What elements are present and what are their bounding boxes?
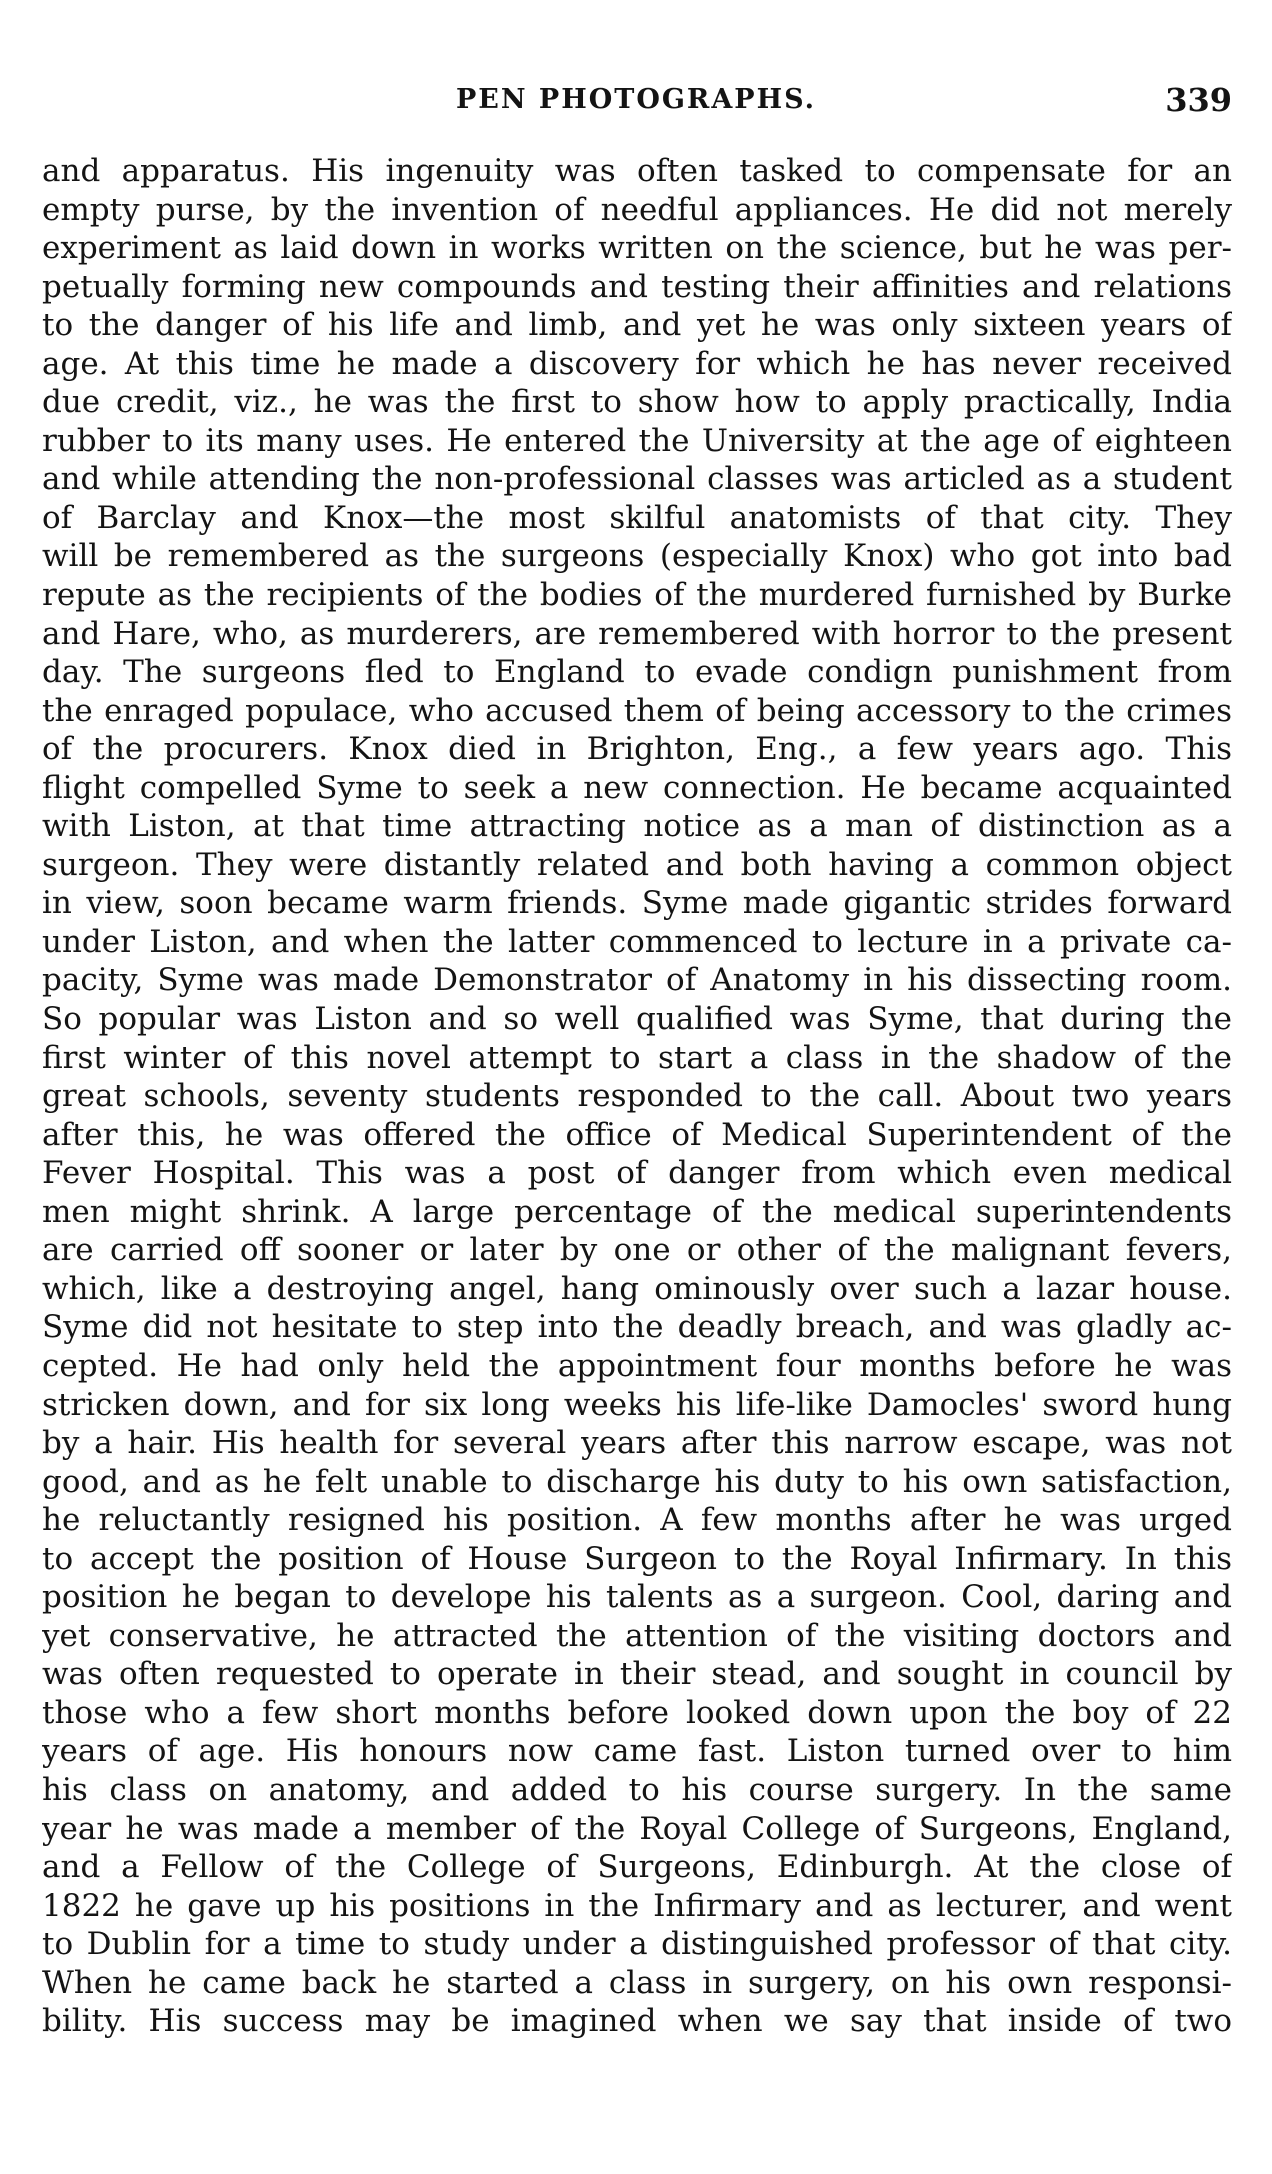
text-line: empty purse, by the invention of needful appliances. He did not merely bbox=[42, 191, 1232, 228]
text-line: will be remembered as the surgeons (especially Knox) who got into bad bbox=[42, 538, 1232, 575]
text-line: bility. His success may be imagined when we say that inside of two bbox=[42, 2003, 1232, 2040]
text-line: to Dublin for a time to study under a distinguished professor of that city. bbox=[42, 1926, 1232, 1963]
text-line: When he came back he started a class in surgery, on his own responsi- bbox=[42, 1964, 1232, 2001]
text-line: due credit, viz., he was the first to show how to apply practically, India bbox=[42, 384, 1232, 421]
text-line: by a hair. His health for several years after this narrow escape, was not bbox=[42, 1425, 1232, 1462]
text-line: Fever Hospital. This was a post of danger from which even medical bbox=[42, 1155, 1232, 1192]
text-line: the enraged populace, who accused them of being accessory to the crimes bbox=[42, 692, 1232, 729]
text-line: yet conservative, he attracted the attention of the visiting doctors and bbox=[42, 1617, 1232, 1654]
running-head bbox=[40, 78, 1232, 122]
text-line: So popular was Liston and so well qualified was Syme, that during the bbox=[42, 1001, 1232, 1038]
text-line: those who a few short months before looked down upon the boy of 22 bbox=[42, 1694, 1232, 1731]
text-line: flight compelled Syme to seek a new connection. He became acquainted bbox=[42, 769, 1232, 806]
text-line: he reluctantly resigned his position. A few months after he was urged bbox=[42, 1502, 1232, 1539]
text-line: year he was made a member of the Royal College of Surgeons, England, bbox=[42, 1810, 1232, 1847]
text-line: position he began to develope his talents as a surgeon. Cool, daring and bbox=[42, 1579, 1232, 1616]
text-line: pacity, Syme was made Demonstrator of Anatomy in his dissecting room. bbox=[42, 962, 1232, 999]
body-text bbox=[42, 152, 1232, 2041]
text-line: are carried off sooner or later by one or other of the malignant fevers, bbox=[42, 1232, 1232, 1269]
text-line: of Barclay and Knox—the most skilful anatomists of that city. They bbox=[42, 499, 1232, 536]
text-line: Syme did not hesitate to step into the deadly breach, and was gladly ac- bbox=[42, 1309, 1232, 1346]
text-line: petually forming new compounds and testing their affinities and relations bbox=[42, 268, 1232, 305]
text-line: to accept the position of House Surgeon to the Royal Infirmary. In this bbox=[42, 1540, 1232, 1577]
text-line: first winter of this novel attempt to start a class in the shadow of the bbox=[42, 1039, 1232, 1076]
text-line: stricken down, and for six long weeks his life-like Damocles' sword hung bbox=[42, 1386, 1232, 1423]
text-line: and a Fellow of the College of Surgeons, Edinburgh. At the close of bbox=[42, 1849, 1232, 1886]
page-number: 339 bbox=[1165, 81, 1232, 119]
text-line: great schools, seventy students responded to the call. About two years bbox=[42, 1078, 1232, 1115]
running-title: PEN PHOTOGRAPHS. bbox=[455, 84, 817, 115]
text-line: rubber to its many uses. He entered the University at the age of eighteen bbox=[42, 422, 1232, 459]
text-line: and Hare, who, as murderers, are remembered with horror to the present bbox=[42, 615, 1232, 652]
text-line: surgeon. They were distantly related and both having a common object bbox=[42, 846, 1232, 883]
text-line: under Liston, and when the latter commenced to lecture in a private ca- bbox=[42, 923, 1232, 960]
text-line: age. At this time he made a discovery for which he has never received bbox=[42, 345, 1232, 382]
text-line: to the danger of his life and limb, and yet he was only sixteen years of bbox=[42, 307, 1232, 344]
text-line: in view, soon became warm friends. Syme made gigantic strides forward bbox=[42, 885, 1232, 922]
text-line: after this, he was offered the office of Medical Superintendent of the bbox=[42, 1116, 1232, 1153]
text-line: 1822 he gave up his positions in the Infirmary and as lecturer, and went bbox=[42, 1887, 1232, 1924]
text-line: years of age. His honours now came fast. Liston turned over to him bbox=[42, 1733, 1232, 1770]
text-line: repute as the recipients of the bodies of the murdered furnished by Burke bbox=[42, 577, 1232, 614]
text-line: with Liston, at that time attracting notice as a man of distinction as a bbox=[42, 808, 1232, 845]
text-line: experiment as laid down in works written on the science, but he was per- bbox=[42, 230, 1232, 267]
text-line: and apparatus. His ingenuity was often tasked to compensate for an bbox=[42, 153, 1232, 189]
text-line: of the procurers. Knox died in Brighton, Eng., a few years ago. This bbox=[42, 731, 1232, 768]
text-line: which, like a destroying angel, hang ominously over such a lazar house. bbox=[42, 1270, 1232, 1307]
text-line: good, and as he felt unable to discharge his duty to his own satisfaction, bbox=[42, 1463, 1232, 1500]
text-line: cepted. He had only held the appointment four months before he was bbox=[42, 1347, 1232, 1384]
text-line: was often requested to operate in their stead, and sought in council by bbox=[42, 1656, 1232, 1693]
text-line: men might shrink. A large percentage of the medical superintendents bbox=[42, 1193, 1232, 1230]
text-line: his class on anatomy, and added to his course surgery. In the same bbox=[42, 1771, 1232, 1808]
text-line: and while attending the non-professional classes was articled as a student bbox=[42, 461, 1232, 498]
text-line: day. The surgeons fled to England to evade condign punishment from bbox=[42, 654, 1232, 691]
